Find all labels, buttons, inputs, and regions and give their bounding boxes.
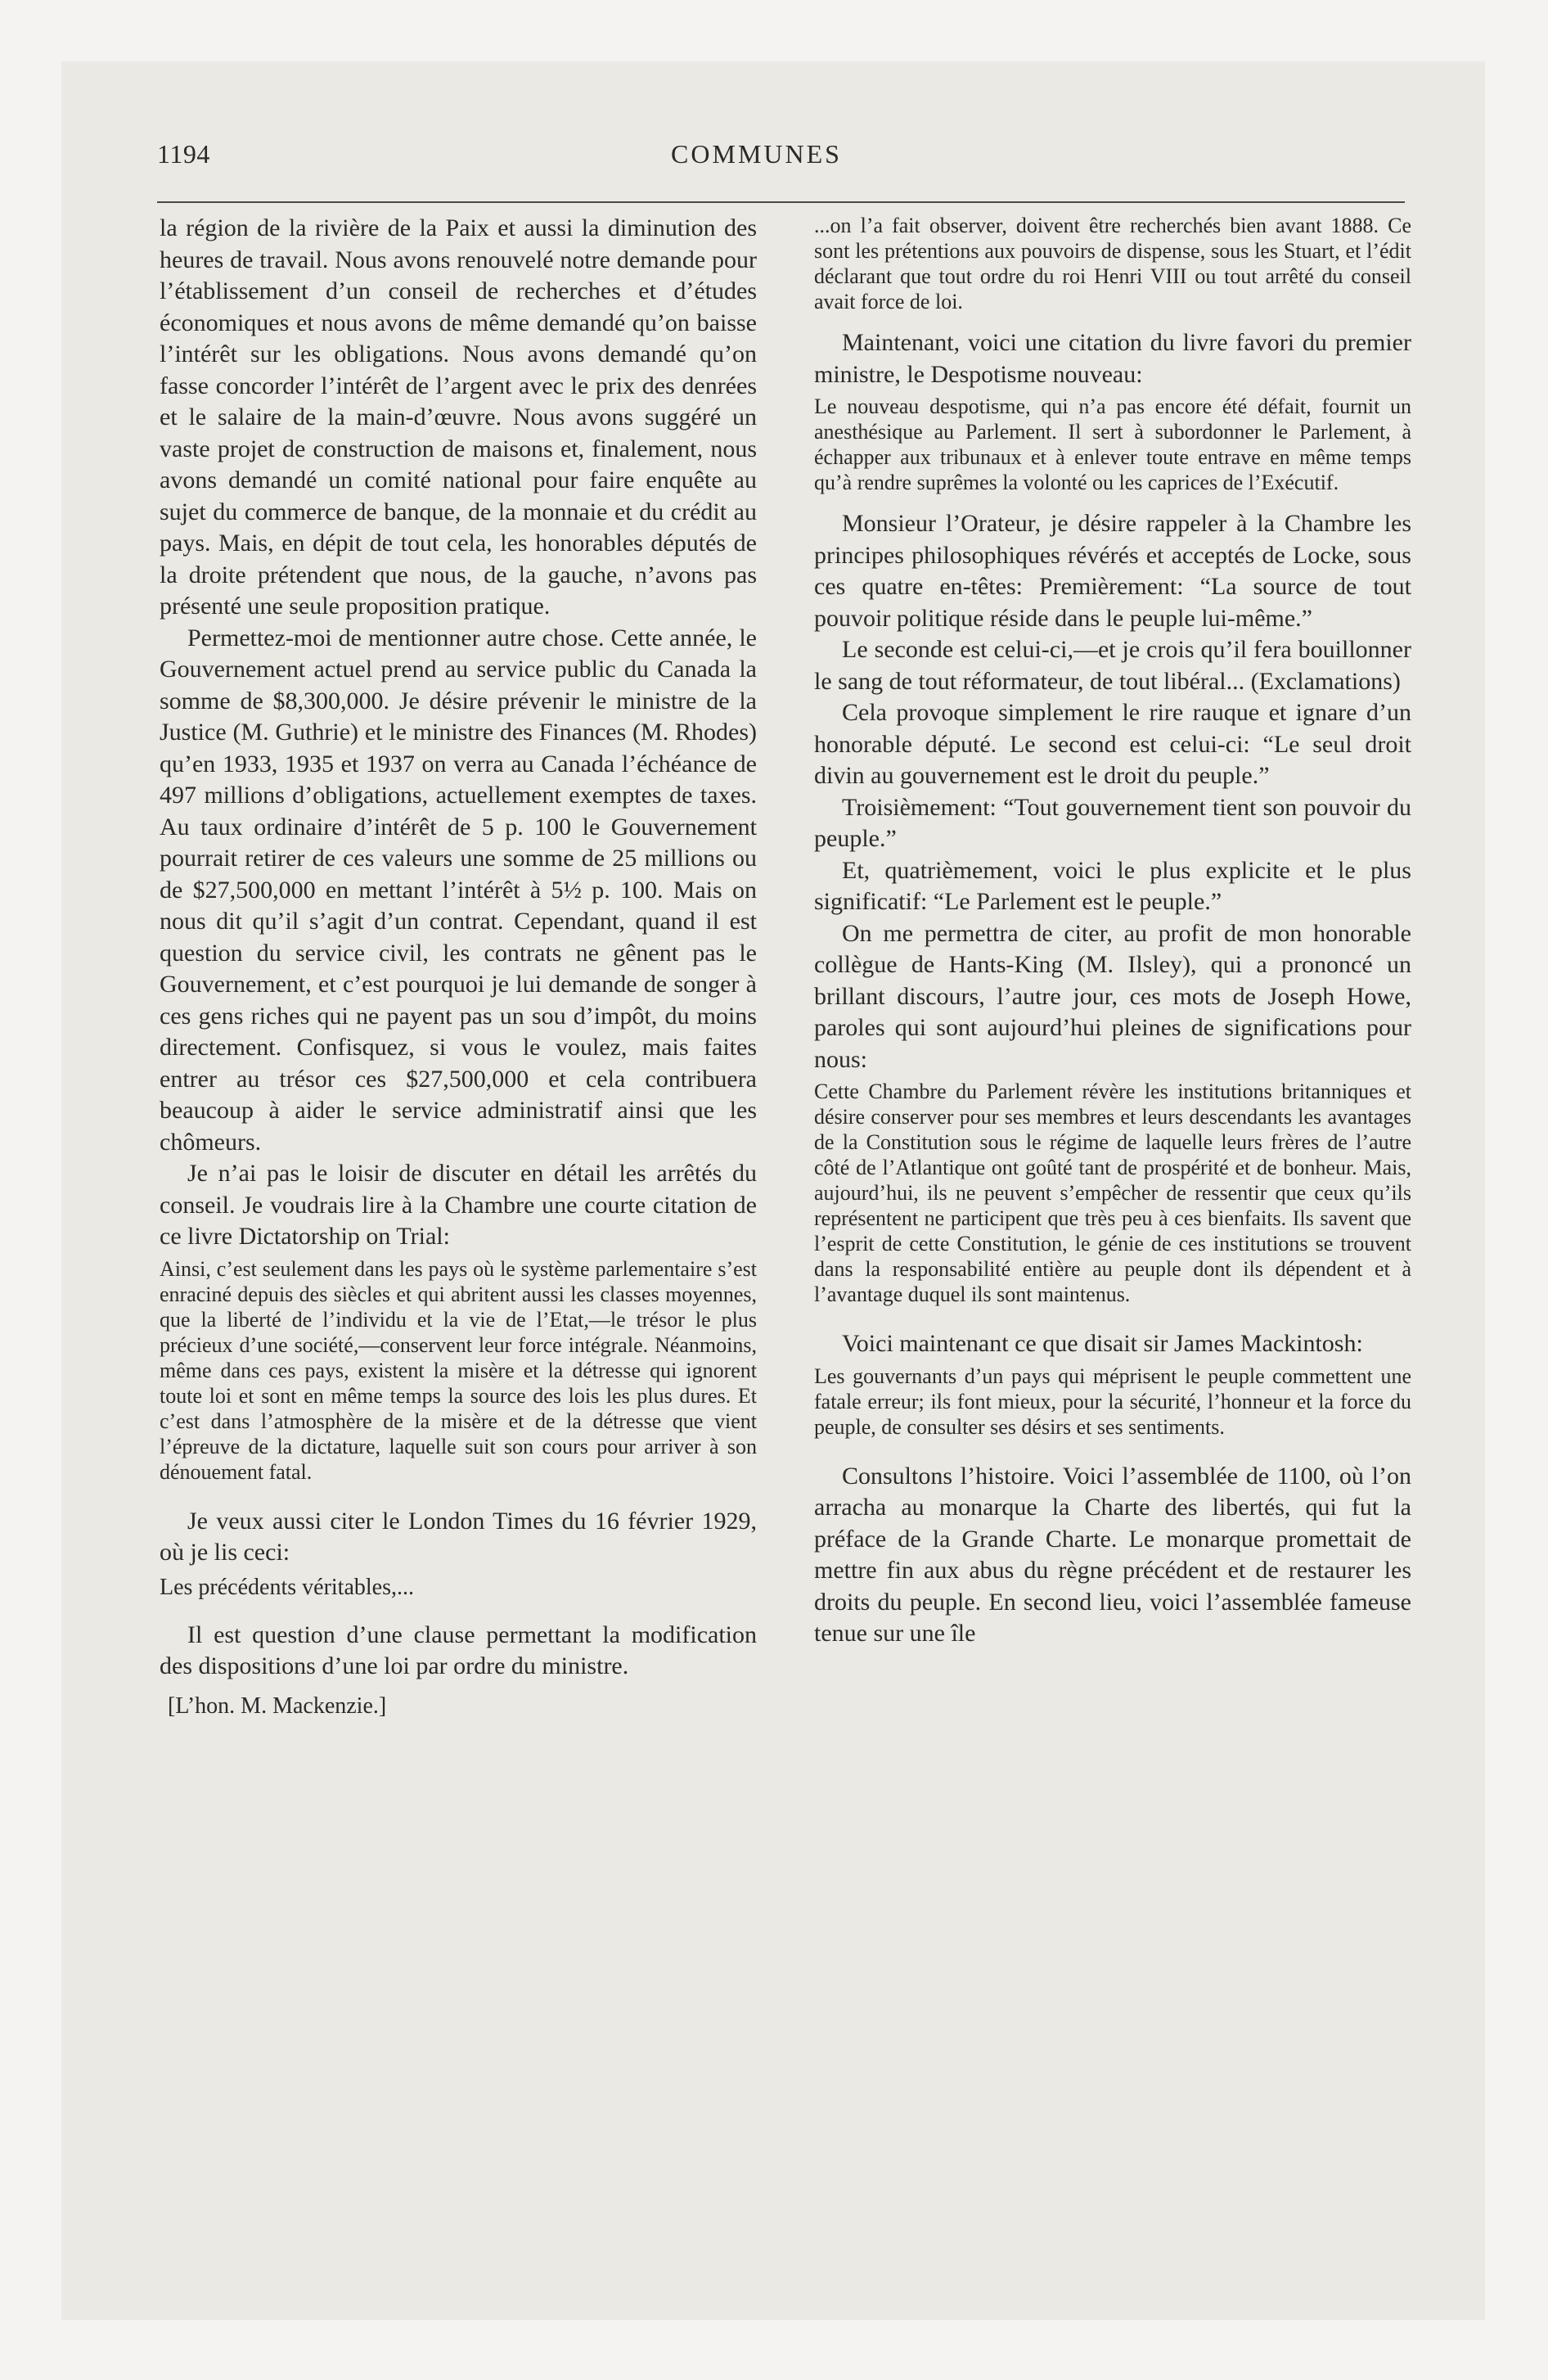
paragraph: la région de la rivière de la Paix et aussi la diminution des heures de travail. Nous avons renouvelé notre demande pour l’établissement d’un conseil de recherches et d’études économiques et nous avons de même demandé qu’on baisse l’intérêt sur les obligations. Nous avons demandé qu’on fasse concorder l’intérêt de l’argent avec le prix des denrées et le salaire de la main-d’œuvre. Nous avons suggéré un vaste projet de construction de maisons et, finalement, nous avons demandé un comité national pour faire enquête au sujet du commerce de banque, de la monnaie et du crédit au pays. Mais, en dépit de tout cela, les honorables députés de la droite prétendent que nous, de la gauche, n’avons pas présenté une seule proposition pratique. xyxy=(160,214,757,620)
paragraph: Maintenant, voici une citation du livre favori du premier ministre, le Despotisme nouveau: xyxy=(814,329,1411,388)
header-rule xyxy=(157,201,1405,203)
left-column xyxy=(160,213,757,1722)
paragraph: Monsieur l’Orateur, je désire rappeler à la Chambre les principes philosophiques révérés et acceptés de Locke, sous ces quatre en-têtes: Premièrement: “La source de tout pouvoir politique réside dans le peuple lui-même.” xyxy=(814,510,1411,632)
page-number: 1194 xyxy=(157,139,210,169)
paragraph: Cela provoque simplement le rire rauque et ignare d’un honorable député. Le second est celui-ci: “Le seul droit divin au gouvernement est le droit du peuple.” xyxy=(814,699,1411,789)
block-quote: Cette Chambre du Parlement révère les institutions britanniques et désire conserver pour ses membres et leurs descendants les avantages de la Constitution sous le régime de laquelle leurs frères de l’autre côté de l’Atlantique ont goûté tant de prospérité et de bonheur. Mais, aujourd’hui, ils ne peuvent s’empêcher de ressentir que ceux qu’ils représentent ne participent que très peu à ces bienfaits. Ils savent que l’esprit de cette Constitution, le génie de ces institutions se trouvent dans la responsabilité entière au peuple dont ils dépendent et à l’avantage duquel ils sont maintenus. xyxy=(814,1080,1411,1306)
block-quote-continued: ...on l’a fait observer, doivent être recherchés bien avant 1888. Ce sont les prétentions aux pouvoirs de dispense, sous les Stuart, et l’édit déclarant que tout ordre du roi Henri VIII ou tout arrêté du conseil avait force de loi. xyxy=(814,214,1411,313)
right-column xyxy=(814,213,1411,1650)
paragraph: Le seconde est celui-ci,—et je crois qu’il fera bouillonner le sang de tout réformateur, de tout libéral... (Exclamations) xyxy=(814,636,1411,695)
block-quote: Les précédents véritables,... xyxy=(160,1574,414,1600)
block-quote: Les gouvernants d’un pays qui méprisent le peuple commettent une fatale erreur; ils font mieux, pour la sécurité, l’honneur et la force du peuple, de consulter ses désirs et ses sentiments. xyxy=(814,1364,1411,1439)
page-header xyxy=(92,139,1421,182)
running-title: COMMUNES xyxy=(671,139,842,169)
speaker-attribution: [L’hon. M. Mackenzie.] xyxy=(168,1693,387,1719)
paragraph: Consultons l’histoire. Voici l’assemblée de 1100, où l’on arracha au monarque la Charte des libertés, qui fut la préface de la Grande Charte. Le monarque promettait de mettre fin aux abus du règne précédent et de restaurer les droits du peuple. En second lieu, voici l’assemblée fameuse tenue sur une île xyxy=(814,1462,1411,1647)
paragraph: Voici maintenant ce que disait sir James Mackintosh: xyxy=(842,1330,1363,1357)
paragraph: Et, quatrièmement, voici le plus explicite et le plus significatif: “Le Parlement est le peuple.” xyxy=(814,856,1411,915)
paragraph: Il est question d’une clause permettant la modification des dispositions d’une loi par ordre du ministre. xyxy=(160,1620,757,1679)
paragraph: On me permettra de citer, au profit de mon honorable collègue de Hants-King (M. Ilsley), qui a prononcé un brillant discours, l’autre jour, ces mots de Joseph Howe, paroles qui sont aujourd’hui pleines de significations pour nous: xyxy=(814,919,1411,1073)
paragraph: Je n’ai pas le loisir de discuter en détail les arrêtés du conseil. Je voudrais lire à la Chambre une courte citation de ce livre Dictatorship on Trial: xyxy=(160,1160,757,1250)
block-quote: Ainsi, c’est seulement dans les pays où le système parlementaire s’est enraciné depuis des siècles et qui abritent aussi les classes moyennes, que la liberté de l’individu et la vie de l’Etat,—le trésor le plus précieux d’une société,—conservent leur force intégrale. Néanmoins, même dans ces pays, existent la misère et la détresse qui ignorent toute loi et sont en même temps la source des lois les plus dures. Et c’est dans l’atmosphère de la misère et de la détresse que vient l’épreuve de la dictature, laquelle suit son cours pour arriver à son dénouement fatal. xyxy=(160,1256,757,1484)
paragraph: Je veux aussi citer le London Times du 16 février 1929, où je lis ceci: xyxy=(160,1507,757,1566)
block-quote: Le nouveau despotisme, qui n’a pas encore été défait, fournit un anesthésique au Parlement. Il sert à subordonner le Parlement, à échapper aux tribunaux et à enlever toute entrave en même temps qu’à rendre suprêmes la volonté ou les caprices de l’Exécutif. xyxy=(814,394,1411,494)
paragraph: Permettez-moi de mentionner autre chose. Cette année, le Gouvernement actuel prend au service public du Canada la somme de $8,300,000. Je désire prévenir le ministre de la Justice (M. Guthrie) et le ministre des Finances (M. Rhodes) qu’en 1933, 1935 et 1937 on verra au Canada l’échéance de 497 millions d’obligations, actuellement exemptes de taxes. Au taux ordinaire d’intérêt de 5 p. 100 le Gouvernement pourrait retirer de ces valeurs une somme de 25 millions ou de $27,500,000 en mettant l’intérêt à 5½ p. 100. Mais on nous dit qu’il s’agit d’un contrat. Cependant, quand il est question du service civil, les contrats ne gênent pas le Gouvernement, et c’est pourquoi je lui demande de songer à ces gens riches qui ne payent pas un sou d’impôt, du moins directement. Confisquez, si vous le voulez, mais faites entrer au trésor ces $27,500,000 et cela contribuera beaucoup à aider le service administratif ainsi que les chômeurs. xyxy=(160,624,757,1156)
paragraph: Troisièmement: “Tout gouvernement tient son pouvoir du peuple.” xyxy=(814,793,1411,852)
